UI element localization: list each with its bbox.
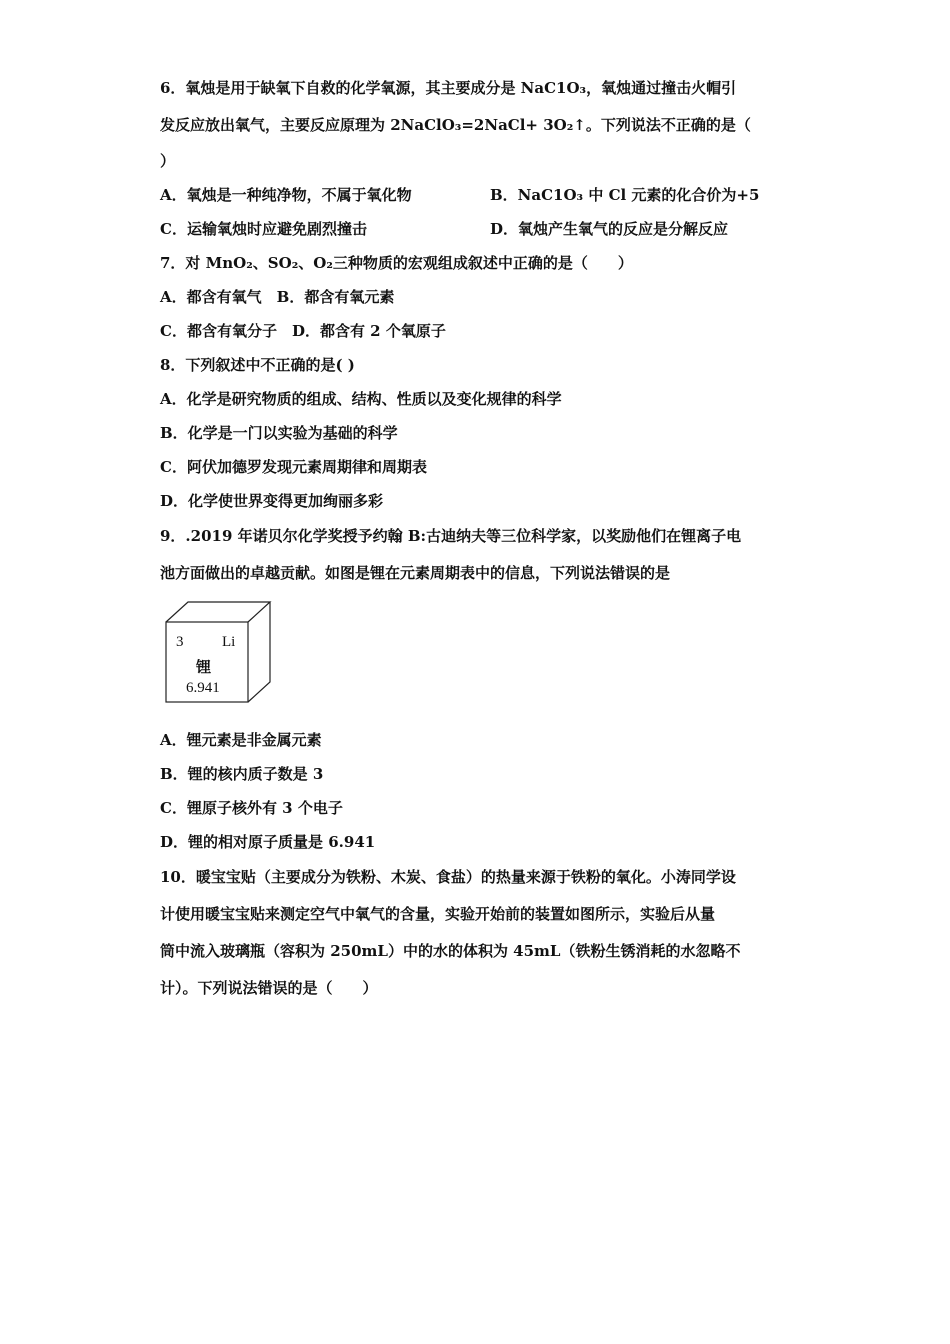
q9-option-a: A．锂元素是非金属元素 [160,731,322,749]
q9-stem-line2: 池方面做出的卓越贡献。如图是锂在元素周期表中的信息，下列说法错误的是 [160,564,671,582]
element-atomic-number: 3 [176,634,184,650]
element-atomic-mass: 6.941 [186,680,220,696]
q6-option-d: D．氧烛产生氧气的反应是分解反应 [490,220,729,238]
q8-option-a: A．化学是研究物质的组成、结构、性质以及变化规律的科学 [160,390,562,408]
q6-stem-line3: ） [160,152,176,170]
q10-stem-line3: 筒中流入玻璃瓶（容积为 250mL）中的水的体积为 45mL（铁粉生锈消耗的水忽略不 [160,942,741,960]
q9-option-b: B．锂的核内质子数是 3 [160,765,324,783]
q6-option-b: B．NaC1O₃ 中 Cl 元素的化合价为+5 [490,186,760,204]
q6-option-a: A．氧烛是一种纯净物，不属于氧化物 [160,186,412,204]
periodic-table-cell-lithium [164,600,272,704]
q6-option-c: C．运输氧烛时应避免剧烈撞击 [160,220,367,238]
q8-option-d: D．化学使世界变得更加绚丽多彩 [160,492,384,510]
q6-stem-line1: 6．氧烛是用于缺氧下自救的化学氧源，其主要成分是 NaC1O₃，氧烛通过撞击火帽引 [160,79,737,97]
q7-stem: 7．对 MnO₂、SO₂、O₂三种物质的宏观组成叙述中正确的是（ ） [160,254,633,272]
q10-stem-line1: 10．暖宝宝贴（主要成分为铁粉、木炭、食盐）的热量来源于铁粉的氧化。小涛同学设 [160,868,736,886]
element-symbol: Li [222,634,236,650]
q6-stem-line2: 发反应放出氧气，主要反应原理为 2NaClO₃=2NaCl+ 3O₂↑。下列说法不正确的是（ [160,116,751,134]
q8-option-c: C．阿伏加德罗发现元素周期律和周期表 [160,458,427,476]
element-name: 锂 [196,660,212,676]
q8-stem: 8．下列叙述中不正确的是( ) [160,356,355,374]
q10-stem-line4: 计）。下列说法错误的是（ ） [160,979,378,997]
q10-stem-line2: 计使用暖宝宝贴来测定空气中氧气的含量，实验开始前的装置如图所示，实验后从量 [160,905,716,923]
q9-stem-line1: 9．.2019 年诺贝尔化学奖授予约翰 B:古迪纳夫等三位科学家，以奖励他们在锂离子电 [160,527,742,545]
q6-option-row1 [160,185,760,205]
q8-option-b: B．化学是一门以实验为基础的科学 [160,424,398,442]
q6-option-row2 [160,219,729,239]
q9-option-d: D．锂的相对原子质量是 6.941 [160,833,376,851]
q7-options-ab: A．都含有氧气 B．都含有氧元素 [160,288,395,306]
q7-options-cd: C．都含有氧分子 D．都含有 2 个氧原子 [160,322,446,340]
q9-option-c: C．锂原子核外有 3 个电子 [160,799,343,817]
